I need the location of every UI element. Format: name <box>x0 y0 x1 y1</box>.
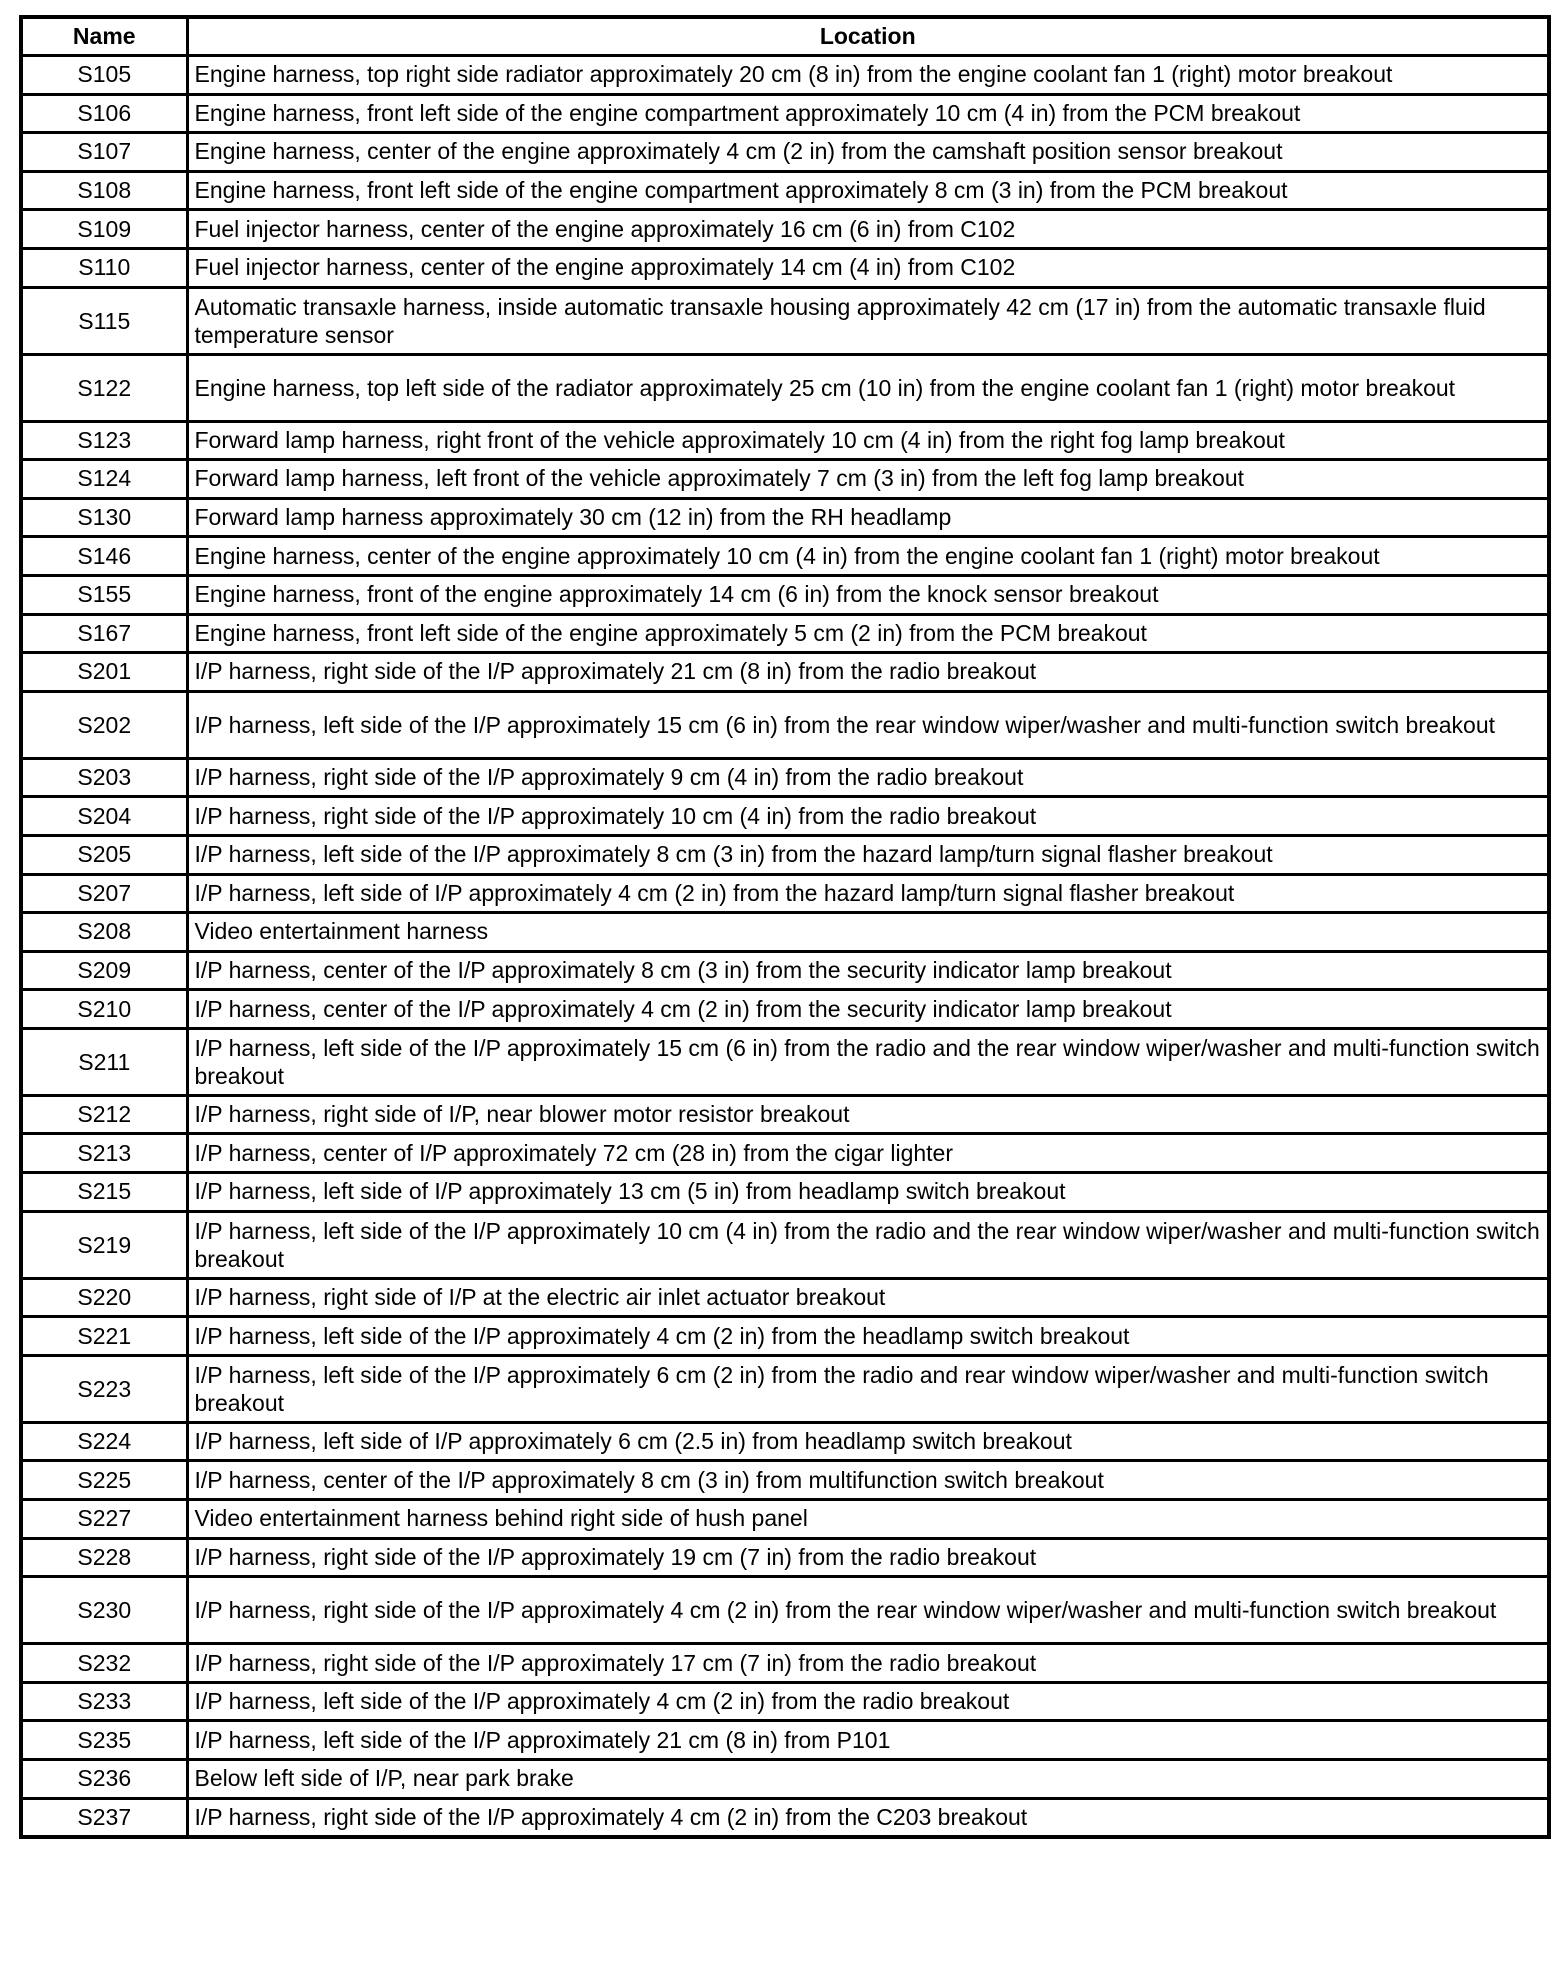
splice-location-cell: I/P harness, center of the I/P approximately 8 cm (3 in) from the security indicator lamp breakout <box>187 951 1549 990</box>
splice-location-cell: I/P harness, left side of the I/P approximately 4 cm (2 in) from the radio breakout <box>187 1682 1549 1721</box>
splice-name-cell: S220 <box>21 1278 187 1317</box>
table-row <box>21 874 1549 913</box>
table-row <box>21 797 1549 836</box>
splice-name-cell: S106 <box>21 94 187 133</box>
splice-location-cell: Engine harness, front of the engine approximately 14 cm (6 in) from the knock sensor breakout <box>187 575 1549 614</box>
splice-location-cell: I/P harness, left side of the I/P approximately 15 cm (6 in) from the radio and the rear window wiper/washer and multi-function switch breakout <box>187 1028 1549 1095</box>
table-row <box>21 1355 1549 1422</box>
splice-location-cell: Forward lamp harness, left front of the vehicle approximately 7 cm (3 in) from the left fog lamp breakout <box>187 460 1549 499</box>
splice-location-cell: I/P harness, right side of the I/P approximately 4 cm (2 in) from the rear window wiper/washer and multi-function switch breakout <box>187 1577 1549 1644</box>
splice-location-cell: Video entertainment harness behind right side of hush panel <box>187 1500 1549 1539</box>
table-row <box>21 94 1549 133</box>
table-row <box>21 354 1549 421</box>
splice-location-cell: I/P harness, center of the I/P approximately 4 cm (2 in) from the security indicator lamp breakout <box>187 990 1549 1029</box>
table-row <box>21 248 1549 287</box>
splice-name-cell: S227 <box>21 1500 187 1539</box>
table-row <box>21 1173 1549 1212</box>
splice-location-cell: Fuel injector harness, center of the engine approximately 14 cm (4 in) from C102 <box>187 248 1549 287</box>
splice-name-cell: S237 <box>21 1798 187 1837</box>
splice-name-cell: S167 <box>21 614 187 653</box>
table-row <box>21 691 1549 758</box>
splice-name-cell: S208 <box>21 913 187 952</box>
table-row <box>21 990 1549 1029</box>
table-row <box>21 133 1549 172</box>
splice-location-cell: Fuel injector harness, center of the engine approximately 16 cm (6 in) from C102 <box>187 210 1549 249</box>
splice-name-cell: S107 <box>21 133 187 172</box>
splice-location-cell: I/P harness, right side of the I/P approximately 19 cm (7 in) from the radio breakout <box>187 1538 1549 1577</box>
splice-name-cell: S130 <box>21 498 187 537</box>
splice-location-cell: I/P harness, right side of the I/P approximately 4 cm (2 in) from the C203 breakout <box>187 1798 1549 1837</box>
splice-name-cell: S219 <box>21 1211 187 1278</box>
splice-location-cell: I/P harness, center of I/P approximately 72 cm (28 in) from the cigar lighter <box>187 1134 1549 1173</box>
splice-location-cell: I/P harness, right side of the I/P approximately 10 cm (4 in) from the radio breakout <box>187 797 1549 836</box>
splice-name-cell: S201 <box>21 653 187 692</box>
table-row <box>21 614 1549 653</box>
splice-name-cell: S235 <box>21 1721 187 1760</box>
splice-name-cell: S209 <box>21 951 187 990</box>
splice-name-cell: S207 <box>21 874 187 913</box>
table-row <box>21 1211 1549 1278</box>
splice-location-cell: I/P harness, left side of the I/P approximately 4 cm (2 in) from the headlamp switch breakout <box>187 1317 1549 1356</box>
table-row <box>21 287 1549 354</box>
splice-location-cell: Engine harness, front left side of the engine approximately 5 cm (2 in) from the PCM breakout <box>187 614 1549 653</box>
table-row <box>21 1095 1549 1134</box>
splice-location-cell: Engine harness, center of the engine approximately 4 cm (2 in) from the camshaft position sensor breakout <box>187 133 1549 172</box>
table-row <box>21 56 1549 95</box>
table-row <box>21 835 1549 874</box>
table-row <box>21 951 1549 990</box>
splice-location-cell: I/P harness, right side of the I/P approximately 21 cm (8 in) from the radio breakout <box>187 653 1549 692</box>
splice-location-cell: I/P harness, right side of the I/P approximately 17 cm (7 in) from the radio breakout <box>187 1644 1549 1683</box>
table-row <box>21 1538 1549 1577</box>
splice-name-cell: S224 <box>21 1422 187 1461</box>
splice-location-cell: Video entertainment harness <box>187 913 1549 952</box>
splice-name-cell: S122 <box>21 354 187 421</box>
splice-name-cell: S109 <box>21 210 187 249</box>
table-row <box>21 575 1549 614</box>
splice-name-cell: S230 <box>21 1577 187 1644</box>
splice-location-cell: I/P harness, left side of the I/P approximately 21 cm (8 in) from P101 <box>187 1721 1549 1760</box>
table-row <box>21 758 1549 797</box>
table-row <box>21 210 1549 249</box>
splice-name-cell: S228 <box>21 1538 187 1577</box>
splice-location-cell: Automatic transaxle harness, inside automatic transaxle housing approximately 42 cm (17 in) from the automatic transaxle fluid temperature sensor <box>187 287 1549 354</box>
splice-name-cell: S205 <box>21 835 187 874</box>
table-row <box>21 1500 1549 1539</box>
splice-name-cell: S212 <box>21 1095 187 1134</box>
table-row <box>21 1461 1549 1500</box>
splice-location-cell: I/P harness, left side of I/P approximately 4 cm (2 in) from the hazard lamp/turn signal flasher breakout <box>187 874 1549 913</box>
table-row <box>21 1317 1549 1356</box>
table-row <box>21 1134 1549 1173</box>
splice-location-cell: I/P harness, left side of the I/P approximately 8 cm (3 in) from the hazard lamp/turn signal flasher breakout <box>187 835 1549 874</box>
column-header-location: Location <box>187 17 1549 56</box>
splice-name-cell: S223 <box>21 1355 187 1422</box>
splice-name-cell: S225 <box>21 1461 187 1500</box>
splice-name-cell: S211 <box>21 1028 187 1095</box>
splice-location-cell: Engine harness, center of the engine approximately 10 cm (4 in) from the engine coolant fan 1 (right) motor breakout <box>187 537 1549 576</box>
splice-name-cell: S108 <box>21 171 187 210</box>
splice-location-cell: I/P harness, left side of I/P approximately 6 cm (2.5 in) from headlamp switch breakout <box>187 1422 1549 1461</box>
splice-name-cell: S203 <box>21 758 187 797</box>
splice-location-cell: Engine harness, front left side of the engine compartment approximately 8 cm (3 in) from the PCM breakout <box>187 171 1549 210</box>
splice-name-cell: S236 <box>21 1760 187 1799</box>
table-row <box>21 1644 1549 1683</box>
splice-location-cell: Engine harness, top left side of the radiator approximately 25 cm (10 in) from the engine coolant fan 1 (right) motor breakout <box>187 354 1549 421</box>
splice-location-cell: I/P harness, right side of the I/P approximately 9 cm (4 in) from the radio breakout <box>187 758 1549 797</box>
splice-name-cell: S213 <box>21 1134 187 1173</box>
table-row <box>21 1278 1549 1317</box>
splice-location-cell: Below left side of I/P, near park brake <box>187 1760 1549 1799</box>
table-header-row <box>21 17 1549 56</box>
splice-location-table <box>19 15 1551 1839</box>
table-row <box>21 460 1549 499</box>
table-row <box>21 1721 1549 1760</box>
table-body <box>21 56 1549 1838</box>
table-row <box>21 421 1549 460</box>
splice-location-cell: I/P harness, left side of the I/P approximately 10 cm (4 in) from the radio and the rear window wiper/washer and multi-function switch breakout <box>187 1211 1549 1278</box>
splice-name-cell: S215 <box>21 1173 187 1212</box>
splice-name-cell: S146 <box>21 537 187 576</box>
table-row <box>21 537 1549 576</box>
splice-location-cell: Forward lamp harness approximately 30 cm (12 in) from the RH headlamp <box>187 498 1549 537</box>
table-row <box>21 171 1549 210</box>
splice-name-cell: S110 <box>21 248 187 287</box>
splice-location-cell: I/P harness, right side of I/P at the electric air inlet actuator breakout <box>187 1278 1549 1317</box>
column-header-name: Name <box>21 17 187 56</box>
splice-location-cell: I/P harness, center of the I/P approximately 8 cm (3 in) from multifunction switch breakout <box>187 1461 1549 1500</box>
table-row <box>21 1422 1549 1461</box>
splice-name-cell: S155 <box>21 575 187 614</box>
splice-name-cell: S232 <box>21 1644 187 1683</box>
table-row <box>21 1028 1549 1095</box>
splice-location-cell: I/P harness, left side of the I/P approximately 15 cm (6 in) from the rear window wiper/washer and multi-function switch breakout <box>187 691 1549 758</box>
table-row <box>21 1798 1549 1837</box>
splice-name-cell: S124 <box>21 460 187 499</box>
splice-name-cell: S233 <box>21 1682 187 1721</box>
splice-name-cell: S210 <box>21 990 187 1029</box>
table-row <box>21 653 1549 692</box>
table-row <box>21 1577 1549 1644</box>
splice-location-cell: I/P harness, left side of the I/P approximately 6 cm (2 in) from the radio and rear window wiper/washer and multi-function switch breakout <box>187 1355 1549 1422</box>
splice-name-cell: S202 <box>21 691 187 758</box>
splice-name-cell: S105 <box>21 56 187 95</box>
splice-location-cell: Engine harness, front left side of the engine compartment approximately 10 cm (4 in) from the PCM breakout <box>187 94 1549 133</box>
table-row <box>21 1760 1549 1799</box>
splice-location-cell: I/P harness, right side of I/P, near blower motor resistor breakout <box>187 1095 1549 1134</box>
table-row <box>21 498 1549 537</box>
splice-location-cell: Forward lamp harness, right front of the vehicle approximately 10 cm (4 in) from the right fog lamp breakout <box>187 421 1549 460</box>
table-row <box>21 913 1549 952</box>
splice-name-cell: S221 <box>21 1317 187 1356</box>
splice-name-cell: S123 <box>21 421 187 460</box>
splice-name-cell: S115 <box>21 287 187 354</box>
splice-name-cell: S204 <box>21 797 187 836</box>
splice-location-cell: Engine harness, top right side radiator approximately 20 cm (8 in) from the engine coolant fan 1 (right) motor breakout <box>187 56 1549 95</box>
table-row <box>21 1682 1549 1721</box>
splice-location-cell: I/P harness, left side of I/P approximately 13 cm (5 in) from headlamp switch breakout <box>187 1173 1549 1212</box>
